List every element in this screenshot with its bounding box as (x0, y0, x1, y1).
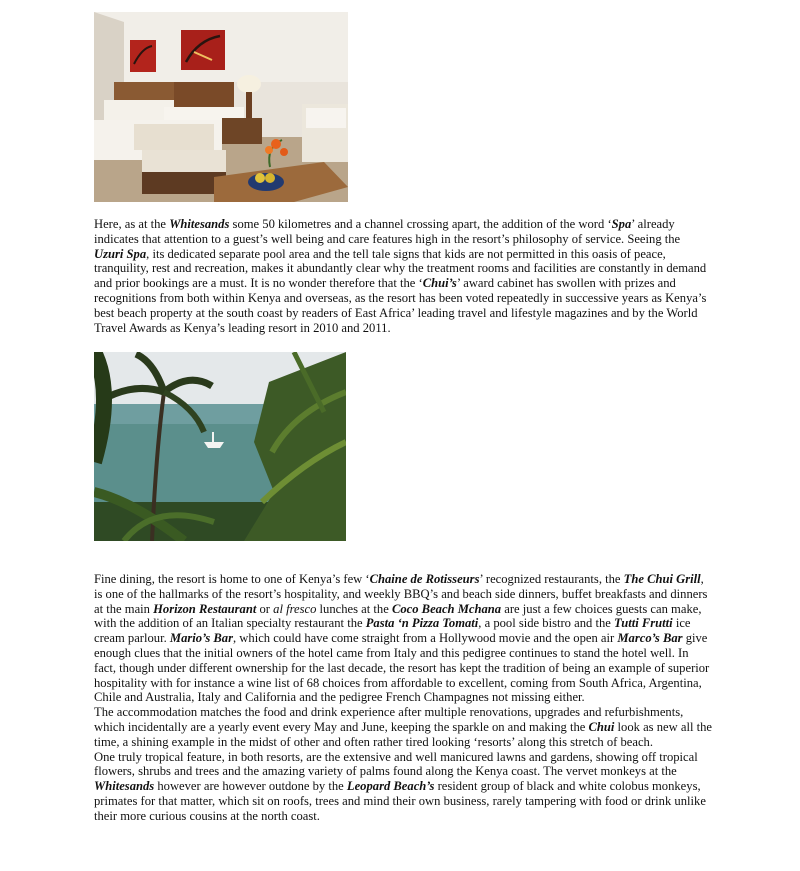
paragraph-spa-awards (94, 217, 712, 335)
hotel-room-photo (94, 12, 348, 202)
text-run: ’ already indicates that attention to a guest’s well being and care features high in the resort’s philosophy of service. Seeing the (94, 217, 681, 246)
emphasized-term: Marco’s Bar (617, 631, 683, 646)
emphasized-term: Coco Beach Mchana (391, 601, 502, 616)
text-run: Here, as at the (94, 217, 170, 231)
text-run: or (256, 601, 274, 616)
emphasized-term: Chui’s (422, 276, 457, 291)
text-run: , which could have come straight from a Hollywood movie and the open air (233, 631, 618, 646)
text-run: Fine dining, the resort is home to one of Kenya’s few ‘ (94, 572, 370, 586)
emphasized-term: Whitesands (94, 779, 155, 794)
text-run: ’ recognized restaurants, the (479, 572, 624, 586)
emphasized-term: Whitesands (169, 217, 230, 231)
emphasized-term: The Chui Grill (623, 572, 701, 586)
text-run: resident group of black and white colobus monkeys, primates for that matter, which sit on roofs, trees and mind their own business, rarely tampering with food or drink unlike their more curious cousins at the north coast. (94, 779, 706, 823)
text-run: however are however outdone by the (154, 779, 347, 794)
text-run: , is one of the hallmarks of the resort’s hospitality, and weekly BBQ’s and beach side dinners, buffet breakfasts and dinners at the main (94, 572, 708, 616)
emphasized-term: Mario’s Bar (169, 631, 233, 646)
emphasized-term: Leopard Beach’s (346, 779, 435, 794)
text-run: are just a few choices guests can make, with the addition of an Italian specialty restaurant the (94, 601, 702, 631)
emphasized-term: Chaine de Rotisseurs (369, 572, 480, 586)
emphasized-term: Spa (611, 217, 632, 231)
text-run: , a pool side bistro and the (478, 616, 614, 631)
emphasized-term: Uzuri Spa (94, 246, 147, 261)
paragraph-accommodation (94, 705, 712, 749)
text-run: look as new all the time, a shining example in the midst of other and often rather tired looking ‘resorts’ along this stretch of beach. (94, 719, 712, 749)
emphasized-term: Horizon Restaurant (153, 601, 257, 616)
text-run: lunches at the (316, 601, 392, 616)
text-run: The accommodation matches the food and drink experience after multiple renovations, upgrades and refurbishments, which incidentally are a yearly event every May and June, keeping the sparkle on and making the (94, 705, 684, 734)
text-run: some 50 kilometres and a channel crossing apart, the addition of the word ‘ (229, 217, 612, 231)
emphasized-term: Pasta ‘n Pizza Tomati (365, 616, 479, 631)
italic-term: al fresco (273, 601, 317, 616)
text-block-dining (94, 572, 712, 824)
paragraph-fine-dining (94, 572, 712, 705)
palm-beach-photo (94, 352, 346, 541)
emphasized-term: Tutti Frutti (614, 616, 673, 631)
paragraph-gardens-monkeys (94, 750, 712, 824)
text-run: , its dedicated separate pool area and the tell tale signs that kids are not permitted in this oasis of peace, tranquility, rest and recreation, makes it abundantly clear why the treatment rooms and facilities are constantly in demand and prior bookings are a must. It is no wonder therefore that the ‘ (94, 246, 707, 291)
emphasized-term: Chui (588, 719, 615, 734)
text-run: ’ award cabinet has swollen with prizes and recognitions from both within Kenya and overseas, as the resort has been voted repeatedly in successive years as Kenya’s best beach property at the south coast by readers of East Africa’ leading travel and lifestyle magazines and by the World Travel Awards as Kenya’s leading resort in 2010 and 2011. (94, 276, 707, 335)
text-run: One truly tropical feature, in both resorts, are the extensive and well manicured lawns and gardens, showing off tropical flowers, shrubs and trees and the amazing variety of palms found along the Kenya coast. The vervet monkeys at the (94, 749, 698, 779)
text-run: ice cream parlour. (94, 616, 691, 646)
text-run: give enough clues that the initial owners of the hotel came from Italy and this pedigree continues to stand the hotel well. In fact, though under different ownership for the last decade, the resort has kept the tradition of being an example of superior hospitality with for instance a wine list of 68 choices from affordable to excellent, coming from South Africa, Argentina, Chile and Australia, Italy and California and the pedigree French Champagnes not missing either. (94, 631, 710, 705)
